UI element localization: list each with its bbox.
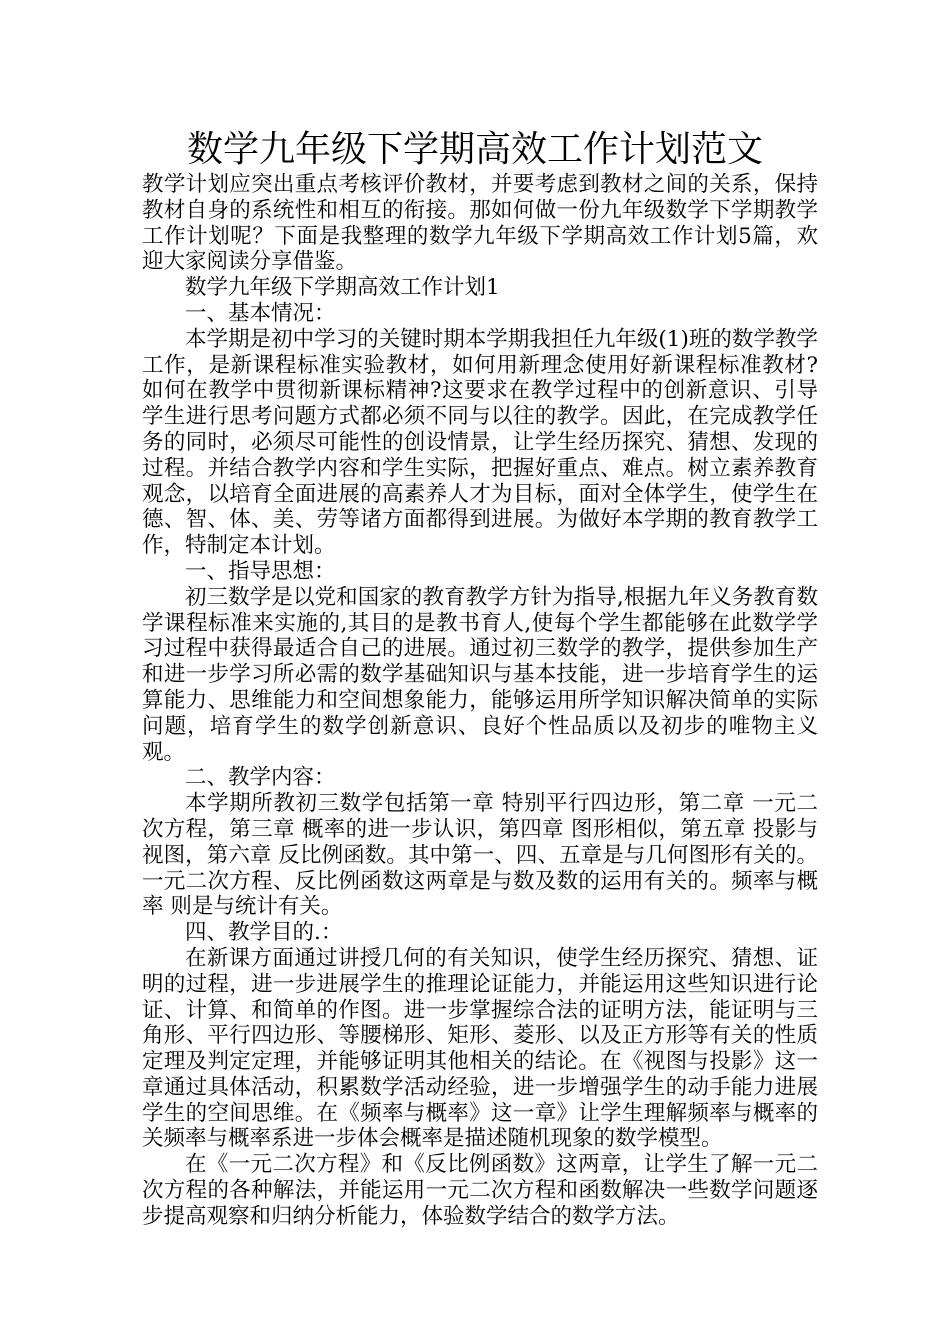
section-heading-basic-situation: 一、基本情况： [185, 300, 336, 326]
section-heading-guiding-ideology: 一、指导思想： [185, 558, 336, 584]
intro-paragraph: 教学计划应突出重点考核评价教材，并要考虑到教材之间的关系，保持教材自身的系统性和相互的衔接。那如何做一份九年级数学下学期教学工作计划呢？下面是我整理的数学九年级下学期高效工作计划5篇，欢迎大家阅读分享借鉴。 [142, 172, 818, 275]
section-heading-teaching-goals: 四、教学目的.： [185, 920, 343, 946]
basic-situation-paragraph: 本学期是初中学习的关键时期本学期我担任九年级(1)班的数学教学工作，是新课程标准实验教材，如何用新理念使用好新课程标准教材?如何在教学中贯彻新课标精神?这要求在教学过程中的创新意识、引导学生进行思考问题方式都必须不同与以往的教学。因此，在完成教学任务的同时，必须尽可能性的创设情景，让学生经历探究、猜想、发现的过程。并结合教学内容和学生实际，把握好重点、难点。树立素养教育观念，以培育全面进展的高素养人才为目标，面对全体学生，使学生在德、智、体、美、劳等诸方面都得到进展。为做好本学期的教育教学工作，特制定本计划。 [142, 326, 818, 559]
document-body [142, 172, 818, 1230]
document-title: 数学九年级下学期高效工作计划范文 [186, 129, 763, 170]
guiding-ideology-paragraph: 初三数学是以党和国家的教育教学方针为指导,根据九年义务教育数学课程标准来实施的,其目的是教书育人,使每个学生都能够在此数学学习过程中获得最适合自己的进展。通过初三数学的教学，提供参加生产和进一步学习所必需的数学基础知识与基本技能，进一步培育学生的运算能力、思维能力和空间想象能力，能够运用所学知识解决简单的实际问题，培育学生的数学创新意识、良好个性品质以及初步的唯物主义观。 [142, 584, 818, 765]
plan-subtitle: 数学九年级下学期高效工作计划1 [185, 275, 500, 301]
section-heading-teaching-content: 二、教学内容： [185, 765, 336, 791]
teaching-goals-paragraph: 在新课方面通过讲授几何的有关知识，使学生经历探究、猜想、证明的过程，进一步进展学生的推理论证能力，并能运用这些知识进行论证、计算、和简单的作图。进一步掌握综合法的证明方法，能证明与三角形、平行四边形、等腰梯形、矩形、菱形、以及正方形等有关的性质定理及判定定理，并能够证明其他相关的结论。在《视图与投影》这一章通过具体活动，积累数学活动经验，进一步增强学生的动手能力进展学生的空间思维。在《频率与概率》这一章》让学生理解频率与概率的关频率与概率系进一步体会概率是描述随机现象的数学模型。 [142, 945, 818, 1152]
equations-functions-paragraph: 在《一元二次方程》和《反比例函数》这两章，让学生了解一元二次方程的各种解法，并能运用一元二次方程和函数解决一些数学问题逐步提高观察和归纳分析能力，体验数学结合的数学方法。 [142, 1152, 818, 1229]
teaching-content-paragraph: 本学期所教初三数学包括第一章 特别平行四边形，第二章 一元二次方程，第三章 概率的进一步认识，第四章 图形相似，第五章 投影与视图，第六章 反比例函数。其中第一、四、五章是与几何图形有关的。一元二次方程、反比例函数这两章是与数及数的运用有关的。频率与概率 则是与统计有关。 [142, 791, 818, 920]
